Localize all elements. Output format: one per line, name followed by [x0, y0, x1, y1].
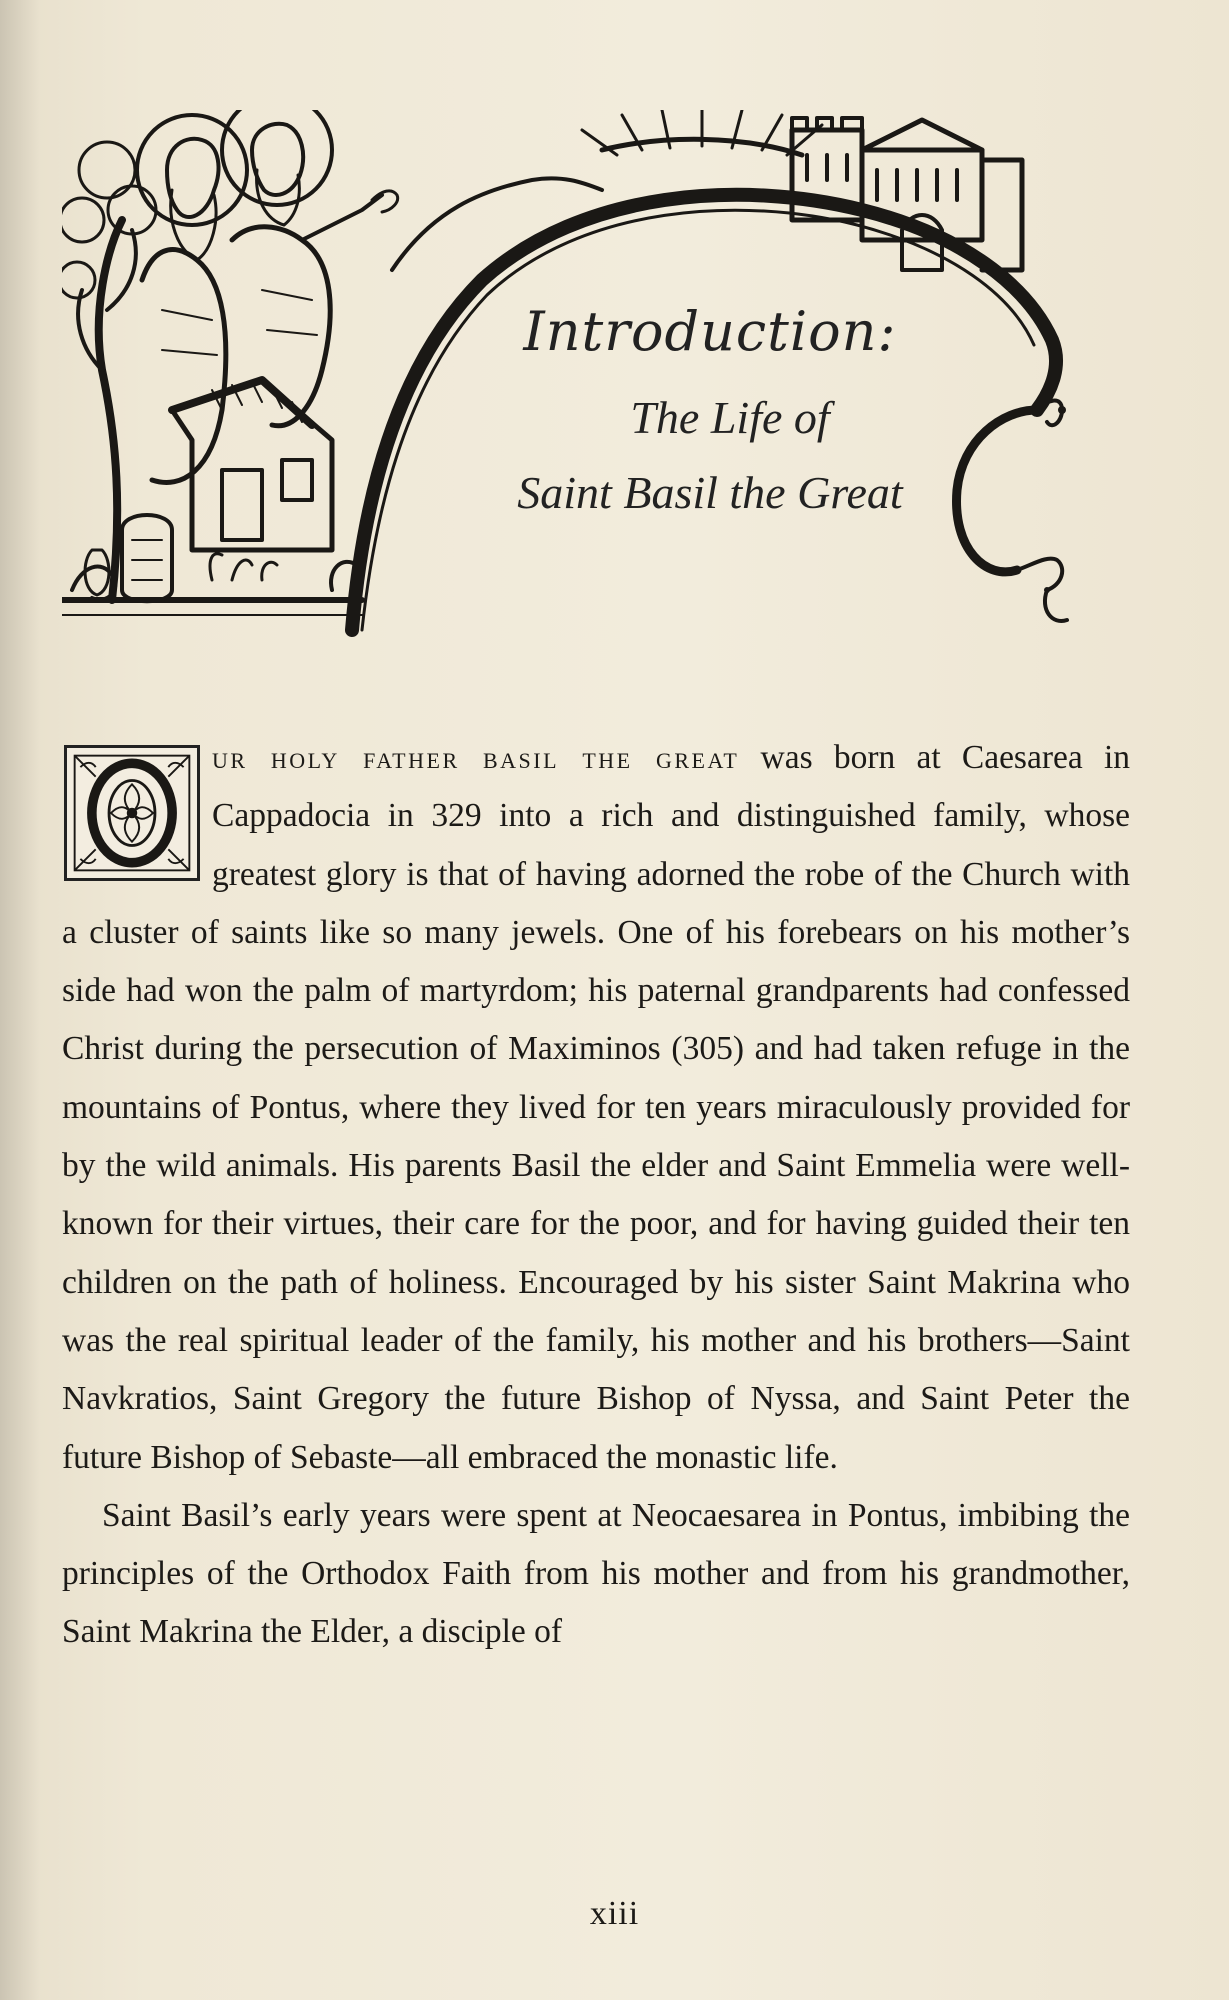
- chapter-title-line1: The Life of: [630, 392, 830, 443]
- paragraph-2: Saint Basil’s early years were spent at Neocaesarea in Pontus, imbibing the principles of the Orthodox Faith from his mother and from his grandmother, Saint Makrina the Elder, a disciple of: [62, 1496, 1130, 1651]
- chapter-title-line2: Saint Basil the Great: [517, 467, 903, 518]
- drop-cap-letter: O: [131, 824, 133, 826]
- dropcap-float: [62, 728, 212, 898]
- opening-smallcaps: ur holy father basil the great: [212, 739, 740, 775]
- page-number: xiii: [589, 1895, 640, 1932]
- body-text: [62, 728, 1130, 1662]
- chapter-heading: [400, 300, 1000, 519]
- chapter-heading-intro: Introduction:: [523, 300, 897, 363]
- paragraph-1: [62, 728, 1130, 1487]
- paragraph-1-text: was born at Caesarea in Cappadocia in 329 into a rich and distinguished family, whose greatest glory is that of having adorned the robe of the Church with a cluster of saints like so many jewels. One of his forebears on his mother’s side had won the palm of martyrdom; his paternal grandparents had confessed Christ during the persecution of Maximinos (305) and had taken refuge in the mountains of Pontus, where they lived for ten years miraculously provided for by the wild animals. His parents Basil the elder and Saint Emmelia were well-known for their virtues, their care for the poor, and for having guided their ten children on the path of holiness. Encouraged by his sister Saint Makrina who was the real spiritual leader of the family, his mother and his brothers—Saint Navkratios, Saint Gregory the future Bishop of Nyssa, and Saint Peter the future Bishop of Sebaste—all embraced the monastic life.: [62, 739, 1131, 1476]
- page-gutter-shadow: [0, 0, 40, 2000]
